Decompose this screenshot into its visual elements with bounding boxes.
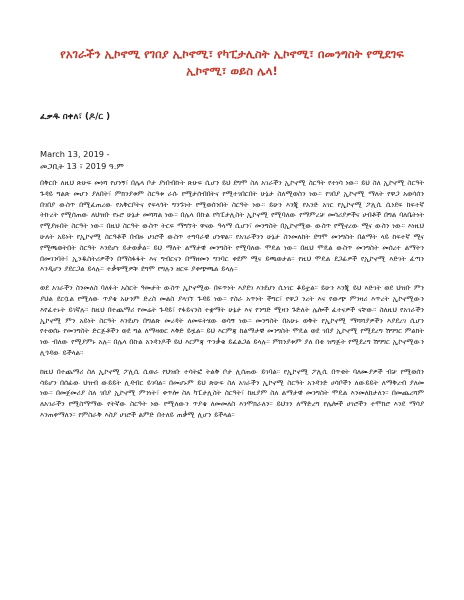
author-line: ፈቃዱ በቀለ፣ (ዶ/ር ) xyxy=(40,112,111,122)
paragraph-1: በቅርቡ ለዚህ ጽሁፍ መነሻ የሆነኝ፣ በሌላ ቦታ ያነበብኩት ጽሁፍ ሲሆን ይህ ደግሞ ስለ አገራችን ኢኮኖሚ ስርዓት የተነሳ ነው። ይህ ስለ ኢኮኖሚ ስርዓት ጉዳይ ግልጽ መሆን ያለበት፣ ምክንያቱም ስርዓቱ ራሱ የሚታሰብበትና የሚተገበርበት ሁኔታ ስለሚወስን ነው። የገበያ ኢኮኖሚ ማለት የዋጋ አወሳሰን በገበያ ውስጥ በሚፈጠረው የአቅርቦትና የፍላጎት ግንኙነት የሚወሰንበት ስርዓት ነው። ይሁን እንጂ የአንድ አገር የኢኮኖሚ ፖሊሲ ሲነደፍ ከፍተኛ ትኩረት የሚሰጠው ለህዝቡ የኑሮ ሁኔታ መሻሻል ነው። በሌላ በኩል የካፒታሊስት ኢኮኖሚ የሚባለው የማምረቻ መሳሪያዎችና ሀብቶች በግል ባለቤትነት የሚያዙበት ስርዓት ነው። በዚህ ስርዓት ውስጥ ትርፍ ማግኘት ዋናው ዓላማ ሲሆን፣ መንግስት በኢኮኖሚው ውስጥ የሚኖረው ሚና ውስን ነው። እነዚህ ሁለት አይነት የኢኮኖሚ ስርዓቶች በብዙ ሀገሮች ውስጥ ተግባራዊ ሆነዋል። የአገራችንን ሁኔታ ስንመለከት ደግሞ መንግስት በልማት ላይ ከፍተኛ ሚና የሚጫወትበት ስርዓት እንደሆነ ይታወቃል። ይህ ማለት ልማታዊ መንግስት የሚባለው ሞዴል ነው። በዚህ ሞዴል ውስጥ መንግስት መሰረተ ልማትን በመገንባት፣ ኢንዱስትሪዎችን በማስፋፋት እና ግብርናን በማዘመን ግንባር ቀደም ሚና ይጫወታል። የዚህ ሞዴል ደጋፊዎች የኢኮኖሚ እድገት ፈጣን እንዲሆን ያደርጋል ይላሉ። ተቃዋሚዎቹ ደግሞ የግሉን ዘርፍ ያቀጭጫል ይላሉ። xyxy=(40,179,424,274)
paragraph-2: ወደ አገራችን ስንመለስ ባለፉት አስርት ዓመታት ውስጥ ኢኮኖሚው በፍጥነት እያደገ እንደሆነ ሲነገር ቆይቷል። ይሁን እንጂ ይህ እድገት ወደ ህዝቡ ምን ያህል ደርሷል የሚለው ጥያቄ አሁንም ድረስ መልስ ያላገኘ ጉዳይ ነው። የስራ አጥነት ችግር፣ የዋጋ ንረት እና የውጭ ምንዛሪ እጥረት ኢኮኖሚውን እየፈተኑት ይገኛሉ። ከዚህ በተጨማሪ የመሬት ጉዳይ፣ የፋይናንስ ተቋማት ሁኔታ እና የንግድ ሚዛን ጉድለት ሌሎች ፈተናዎች ናቸው። ስለዚህ የአገራችን ኢኮኖሚ ምን አይነት ስርዓት እንደሆነ በግልጽ መረዳት ለመፍትሄው ወሳኝ ነው። መንግስት በአሁኑ ወቅት የኢኮኖሚ ማሻሻያዎችን እያደረገ ሲሆን የተወሰኑ የመንግስት ድርጅቶችን ወደ ግል ለማዛወር እቅድ ይዟል። ይህ እርምጃ ከልማታዊ መንግስት ሞዴል ወደ ገበያ ኢኮኖሚ የሚደረግ ሽግግር ምልክት ነው ብለው የሚያምኑ አሉ። በሌላ በኩል አንዳንዶች ይህ እርምጃ ጥንቃቄ ይፈልጋል ይላሉ። ምክንያቱም ያለ በቂ ዝግጅት የሚደረግ ሽግግር ኢኮኖሚውን ሊጎዳው ይችላል። xyxy=(40,284,424,357)
date-block xyxy=(40,148,424,172)
date-gregorian: March 13, 2019 - xyxy=(40,149,110,159)
date-ethiopian: መጋቢት 13 ፣ 2019 ዓ.ም xyxy=(40,161,124,171)
document-title: የአገራችን ኢኮኖሚ የገበያ ኢኮኖሚ፣ የካፒታሊስት ኢኮኖሚ፣ በመንግስት የሚደገፍ ኢኮኖሚ፣ ወይስ ሌላ! xyxy=(60,47,404,78)
document-body xyxy=(40,178,424,421)
paragraph-3: ከዚህ በተጨማሪ ስለ ኢኮኖሚ ፖሊሲ ሲወራ የህዝቡ ተሳትፎ ትልቅ ቦታ ሊሰጠው ይገባል። የኢኮኖሚ ፖሊሲ በጥቂት ባለሙያዎች ብቻ የሚወሰን ሳይሆን በሰፊው ህዝብ ውይይት ሊዳብር ይገባል። በመሆኑም ይህ ጽሁፍ ስለ አገራችን ኢኮኖሚ ስርዓት አንዳንድ ሀሳቦችን ለውይይት ለማቅረብ ያለመ ነው። በመጀመሪያ ስለ ገበያ ኢኮኖሚ ምንነት፣ ቀጥሎ ስለ ካፒታሊስት ስርዓት፣ ከዚያም ስለ ልማታዊ መንግስት ሞዴል እንመለከታለን። በመጨረሻም ለአገራችን የሚስማማው የትኛው ስርዓት ነው የሚለውን ጥያቄ ለመመለስ እንሞክራለን። ይህንን ለማድረግ የሌሎች ሀገሮችን ተሞክሮ እንደ ማሳያ እንጠቀማለን። የምስራቅ እስያ ሀገሮች ልምድ በተለይ ጠቃሚ ሊሆን ይችላል። xyxy=(40,367,424,419)
